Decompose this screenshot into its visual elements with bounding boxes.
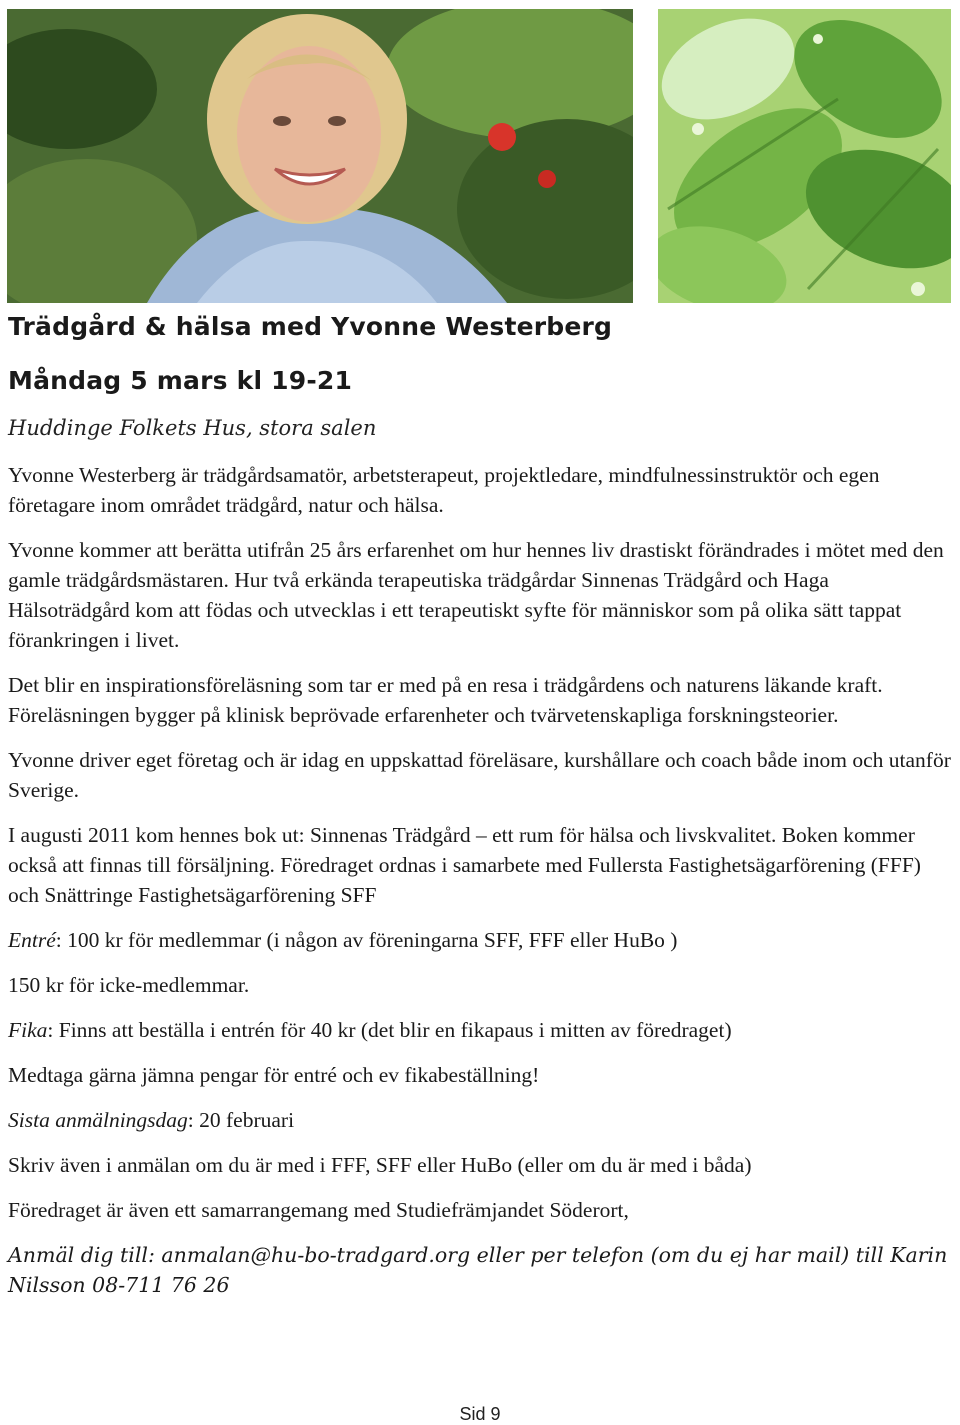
entry-label: Entré [8,928,56,952]
deadline-label: Sista anmälningsdag [8,1108,188,1132]
paragraph-intro: Yvonne Westerberg är trädgårdsamatör, arbetsterapeut, projektledare, mindfulnessinstruktör och egen företagare inom området trädgård, natur och hälsa. [8,463,880,517]
article-body [8,460,953,1315]
event-date: Måndag 5 mars kl 19-21 [8,366,353,395]
bring-note: Medtaga gärna jämna pengar för entré och ev fikabeställning! [8,1063,540,1087]
leaves-photo [658,9,951,303]
deadline-text: : 20 februari [187,1108,295,1132]
paragraph-business: Yvonne driver eget företag och är idag en uppskattad föreläsare, kurshållare och coach både inom och utanför Sverige. [8,748,951,802]
entry-nonmembers: 150 kr för icke-medlemmar. [8,973,250,997]
portrait-photo [7,9,633,303]
paragraph-inspiration: Det blir en inspirationsföreläsning som tar er med på en resa i trädgårdens och naturens läkande kraft. Föreläsningen bygger på klinisk beprövade erfarenheter och tvärvetenskapliga forskningsteorier. [8,673,883,727]
membership-note: Skriv även i anmälan om du är med i FFF, SFF eller HuBo (eller om du är med i båda) [8,1153,752,1177]
event-title: Trädgård & hälsa med Yvonne Westerberg [8,312,613,341]
portrait-photo-graphic [7,9,633,303]
leaves-photo-graphic [658,9,951,303]
entry-member-text: : 100 kr för medlemmar (i någon av föreningarna SFF, FFF eller HuBo ) [55,928,678,952]
deadline-info [8,1105,953,1135]
paragraph-book: I augusti 2011 kom hennes bok ut: Sinnenas Trädgård – ett rum för hälsa och livskvalitet. Boken kommer också att finnas till försäljning. Föredraget ordnas i samarbete med Fullersta Fastighetsägarförening (FFF) och Snättringe Fastighetsägarförening SFF [8,823,921,907]
paragraph-story: Yvonne kommer att berätta utifrån 25 års erfarenhet om hur hennes liv drastiskt förändrades i mötet med den gamle trädgårdsmästaren. Hur två erkända terapeutiska trädgårdar Sinnenas Trädgård och Haga Hälsoträdgård kom att födas och utvecklas i ett terapeutiskt syfte för människor som på olika sätt tappat förankringen i livet. [8,538,944,652]
fika-text: : Finns att beställa i entrén för 40 kr (det blir en fikapaus i mitten av föredraget) [47,1018,732,1042]
collaboration-note: Föredraget är även ett samarrangemang med Studiefrämjandet Söderort, [8,1198,629,1222]
event-venue: Huddinge Folkets Hus, stora salen [8,416,377,440]
entry-members [8,925,953,955]
contact-info: Anmäl dig till: anmalan@hu-bo-tradgard.org eller per telefon (om du ej har mail) till Karin Nilsson 08-711 76 26 [8,1243,948,1297]
fika-info [8,1015,953,1045]
fika-label: Fika [8,1018,48,1042]
page-number: Sid 9 [459,1404,501,1424]
